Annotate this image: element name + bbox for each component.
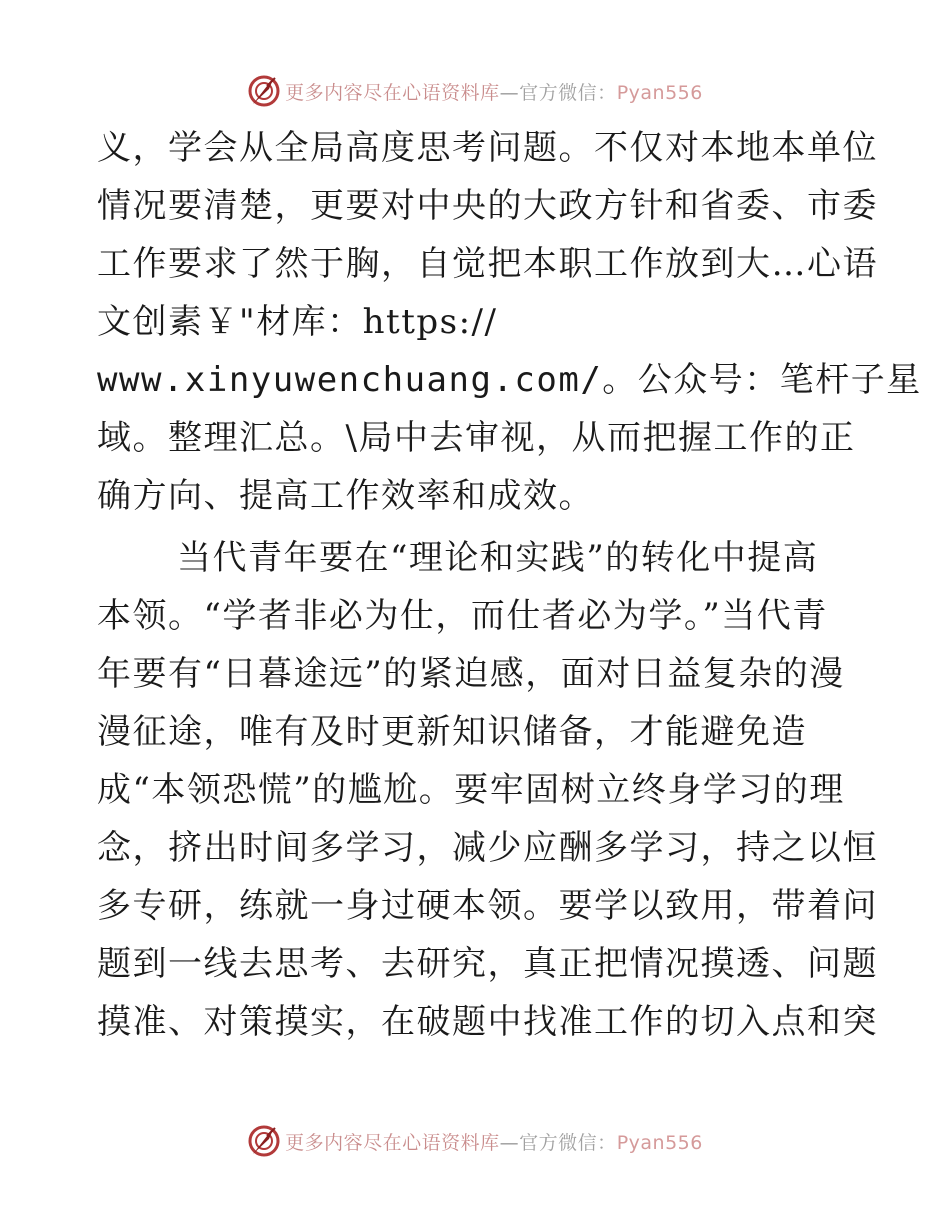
footer-suffix: 官方微信： [519,1131,617,1154]
text-line: 情况要清楚，更要对中央的大政方针和省委、市委 [97,186,878,226]
paragraph-1 [97,119,922,525]
header-title: 更多内容尽在心语资料库 [285,81,500,104]
text-line: 年要有“日暮途远”的紧迫感，面对日益复杂的漫 [97,654,845,694]
pen-logo-icon [247,74,281,108]
footer-watermark-text [285,1128,703,1155]
footer-watermark [0,1121,950,1161]
footer-title: 更多内容尽在心语资料库 [285,1131,500,1154]
paragraph-2 [97,529,878,1051]
text-line: 题到一线去思考、去研究，真正把情况摸透、问题 [97,944,878,984]
text-line: 工作要求了然于胸，自觉把本职工作放到大…心语 [97,244,878,284]
text-line: 多专研，练就一身过硬本领。要学以致用，带着问 [97,886,878,926]
text-line-url: www.xinyuwenchuang.com/。公众号：笔杆子星 [97,360,922,400]
footer-separator: — [499,1131,520,1154]
header-wechat-id: Pyan556 [616,81,703,104]
text-line: 漫征途，唯有及时更新知识储备，才能避免造 [97,712,807,752]
text-line: 本领。“学者非必为仕，而仕者必为学。”当代青 [97,596,828,636]
text-line: 文创素￥"材库：https:// [97,302,498,342]
header-watermark-text [285,78,703,105]
text-line: 义，学会从全局高度思考问题。不仅对本地本单位 [97,128,878,168]
footer-wechat-id: Pyan556 [616,1131,703,1154]
header-suffix: 官方微信： [519,81,617,104]
text-line: 域。整理汇总。\局中去审视，从而把握工作的正 [97,418,856,458]
text-line: 摸准、对策摸实，在破题中找准工作的切入点和突 [97,1002,878,1042]
text-line: 成“本领恐慌”的尴尬。要牢固树立终身学习的理 [97,770,845,810]
header-watermark [0,71,950,111]
pen-logo-icon [247,1124,281,1158]
text-line: 念，挤出时间多学习，减少应酬多学习，持之以恒 [97,828,878,868]
document-body [97,119,922,1051]
text-line-indented: 当代青年要在“理论和实践”的转化中提高 [177,538,819,578]
text-line: 确方向、提高工作效率和成效。 [97,476,594,516]
header-separator: — [499,81,520,104]
